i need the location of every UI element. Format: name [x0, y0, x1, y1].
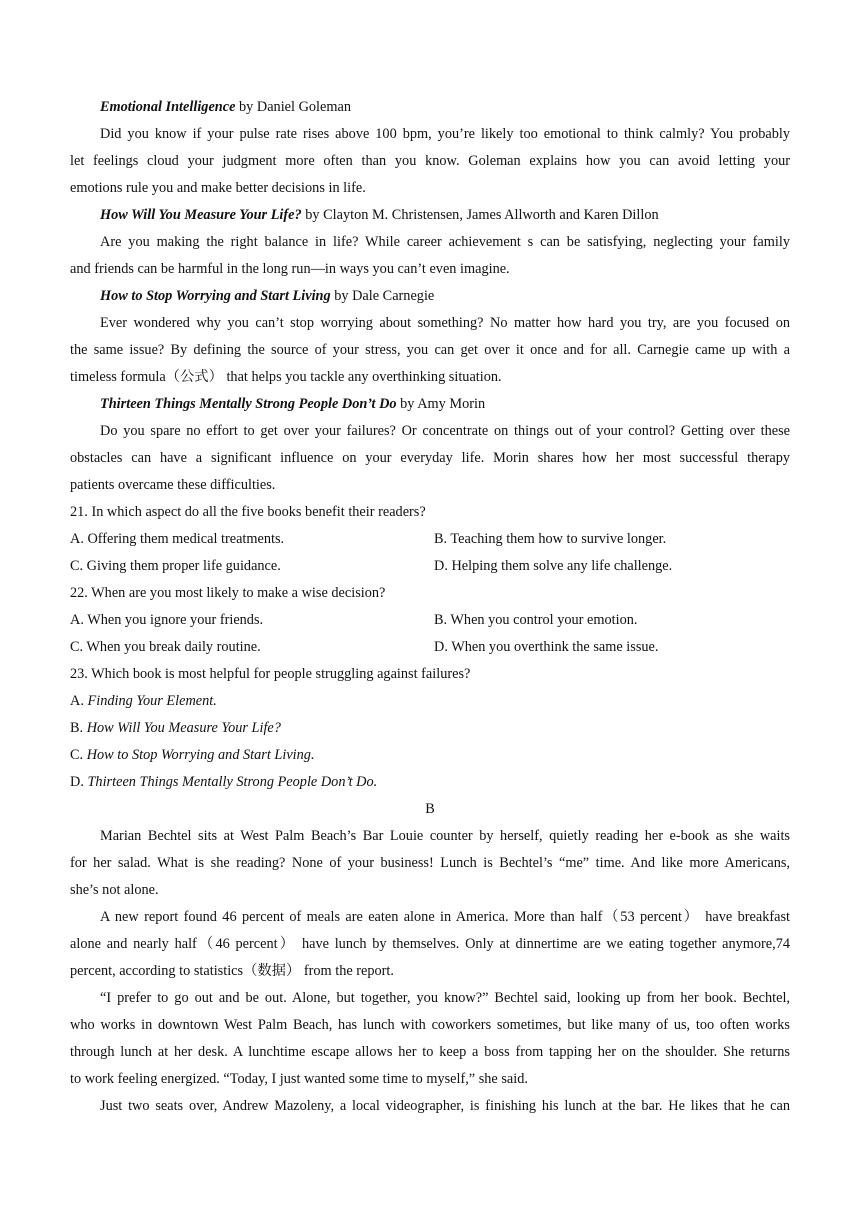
option-row — [70, 553, 790, 580]
option-d: D. Helping them solve any life challenge. — [434, 558, 673, 574]
option-a: A. When you ignore your friends. — [70, 612, 264, 628]
option-text: How Will You Measure Your Life? — [86, 720, 281, 736]
text-line: timeless formula（公式） that helps you tackle any overthinking situation. — [70, 369, 502, 385]
option-row — [70, 526, 790, 553]
text-line: for her salad. What is she reading? None of your business! Lunch is Bechtel’s “me” time. And like more Americans, — [70, 855, 790, 871]
text-line: emotions rule you and make better decisions in life. — [70, 180, 366, 196]
text-line: “I prefer to go out and be out. Alone, but together, you know?” Bechtel said, looking up from her book. Bechtel, — [100, 990, 790, 1006]
option-b: B. Teaching them how to survive longer. — [434, 531, 667, 547]
text-line: patients overcame these difficulties. — [70, 477, 276, 493]
option-row — [70, 634, 790, 661]
text-line: A new report found 46 percent of meals are eaten alone in America. More than half（53 percent） have breakfast — [100, 909, 790, 925]
book-title: Thirteen Things Mentally Strong People Don’t Do — [100, 396, 397, 412]
option-c: C. Giving them proper life guidance. — [70, 558, 281, 574]
option-text: Finding Your Element. — [87, 693, 217, 709]
book-heading — [70, 391, 790, 418]
document-page — [70, 94, 790, 1120]
book-title: How Will You Measure Your Life? — [100, 207, 302, 223]
option-b — [70, 715, 790, 742]
option-text: How to Stop Worrying and Start Living. — [86, 747, 315, 763]
question-21: 21. In which aspect do all the five books benefit their readers? — [70, 504, 426, 520]
text-line: the same issue? By defining the source of your stress, you can get over it once and for all. Carnegie came up with a — [70, 342, 790, 358]
option-b: B. When you control your emotion. — [434, 612, 638, 628]
option-a: A. Offering them medical treatments. — [70, 531, 285, 547]
option-letter: D. — [70, 774, 88, 790]
book-author: by Clayton M. Christensen, James Allworth and Karen Dillon — [301, 207, 659, 223]
option-a — [70, 688, 790, 715]
option-row — [70, 607, 790, 634]
option-letter: A. — [70, 693, 88, 709]
question-23: 23. Which book is most helpful for people struggling against failures? — [70, 666, 471, 682]
book-title: Emotional Intelligence — [100, 99, 236, 115]
text-line: to work feeling energized. “Today, I just wanted some time to myself,” she said. — [70, 1071, 528, 1087]
option-c: C. When you break daily routine. — [70, 639, 261, 655]
option-letter: C. — [70, 747, 87, 763]
text-line: and friends can be harmful in the long run—in ways you can’t even imagine. — [70, 261, 510, 277]
text-line: Do you spare no effort to get over your failures? Or concentrate on things out of your control? Getting over these — [100, 423, 790, 439]
book-heading — [70, 283, 790, 310]
text-line: she’s not alone. — [70, 882, 159, 898]
book-author: by Dale Carnegie — [330, 288, 435, 304]
book-author: by Daniel Goleman — [235, 99, 351, 115]
text-line: Just two seats over, Andrew Mazoleny, a local videographer, is finishing his lunch at the bar. He likes that he can — [100, 1098, 790, 1114]
book-author: by Amy Morin — [396, 396, 486, 412]
option-letter: B. — [70, 720, 87, 736]
section-heading: B — [425, 801, 435, 817]
question-22: 22. When are you most likely to make a wise decision? — [70, 585, 386, 601]
option-d — [70, 769, 790, 796]
book-heading — [70, 202, 790, 229]
option-c — [70, 742, 790, 769]
text-line: Ever wondered why you can’t stop worrying about something? No matter how hard you try, are you focused on — [100, 315, 790, 331]
text-line: Marian Bechtel sits at West Palm Beach’s Bar Louie counter by herself, quietly reading her e-book as she waits — [100, 828, 790, 844]
text-line: who works in downtown West Palm Beach, has lunch with coworkers sometimes, but like many of us, too often works — [70, 1017, 790, 1033]
text-line: Are you making the right balance in life? While career achievement s can be satisfying, neglecting your family — [100, 234, 790, 250]
option-text: Thirteen Things Mentally Strong People Don’t Do. — [87, 774, 378, 790]
text-line: alone and nearly half（46 percent） have lunch by themselves. Only at dinnertime are we eating together anymore,74 — [70, 936, 790, 952]
text-line: Did you know if your pulse rate rises above 100 bpm, you’re likely too emotional to think calmly? You probably — [100, 126, 790, 142]
option-d: D. When you overthink the same issue. — [434, 639, 659, 655]
book-title: How to Stop Worrying and Start Living — [100, 288, 331, 304]
book-heading — [70, 94, 790, 121]
text-line: obstacles can have a significant influence on your everyday life. Morin shares how her most successful therapy — [70, 450, 790, 466]
text-line: through lunch at her desk. A lunchtime escape allows her to keep a boss from tapping her on the shoulder. She returns — [70, 1044, 790, 1060]
text-line: let feelings cloud your judgment more often than you know. Goleman explains how you can avoid letting your — [70, 153, 790, 169]
text-line: percent, according to statistics（数据） from the report. — [70, 963, 394, 979]
